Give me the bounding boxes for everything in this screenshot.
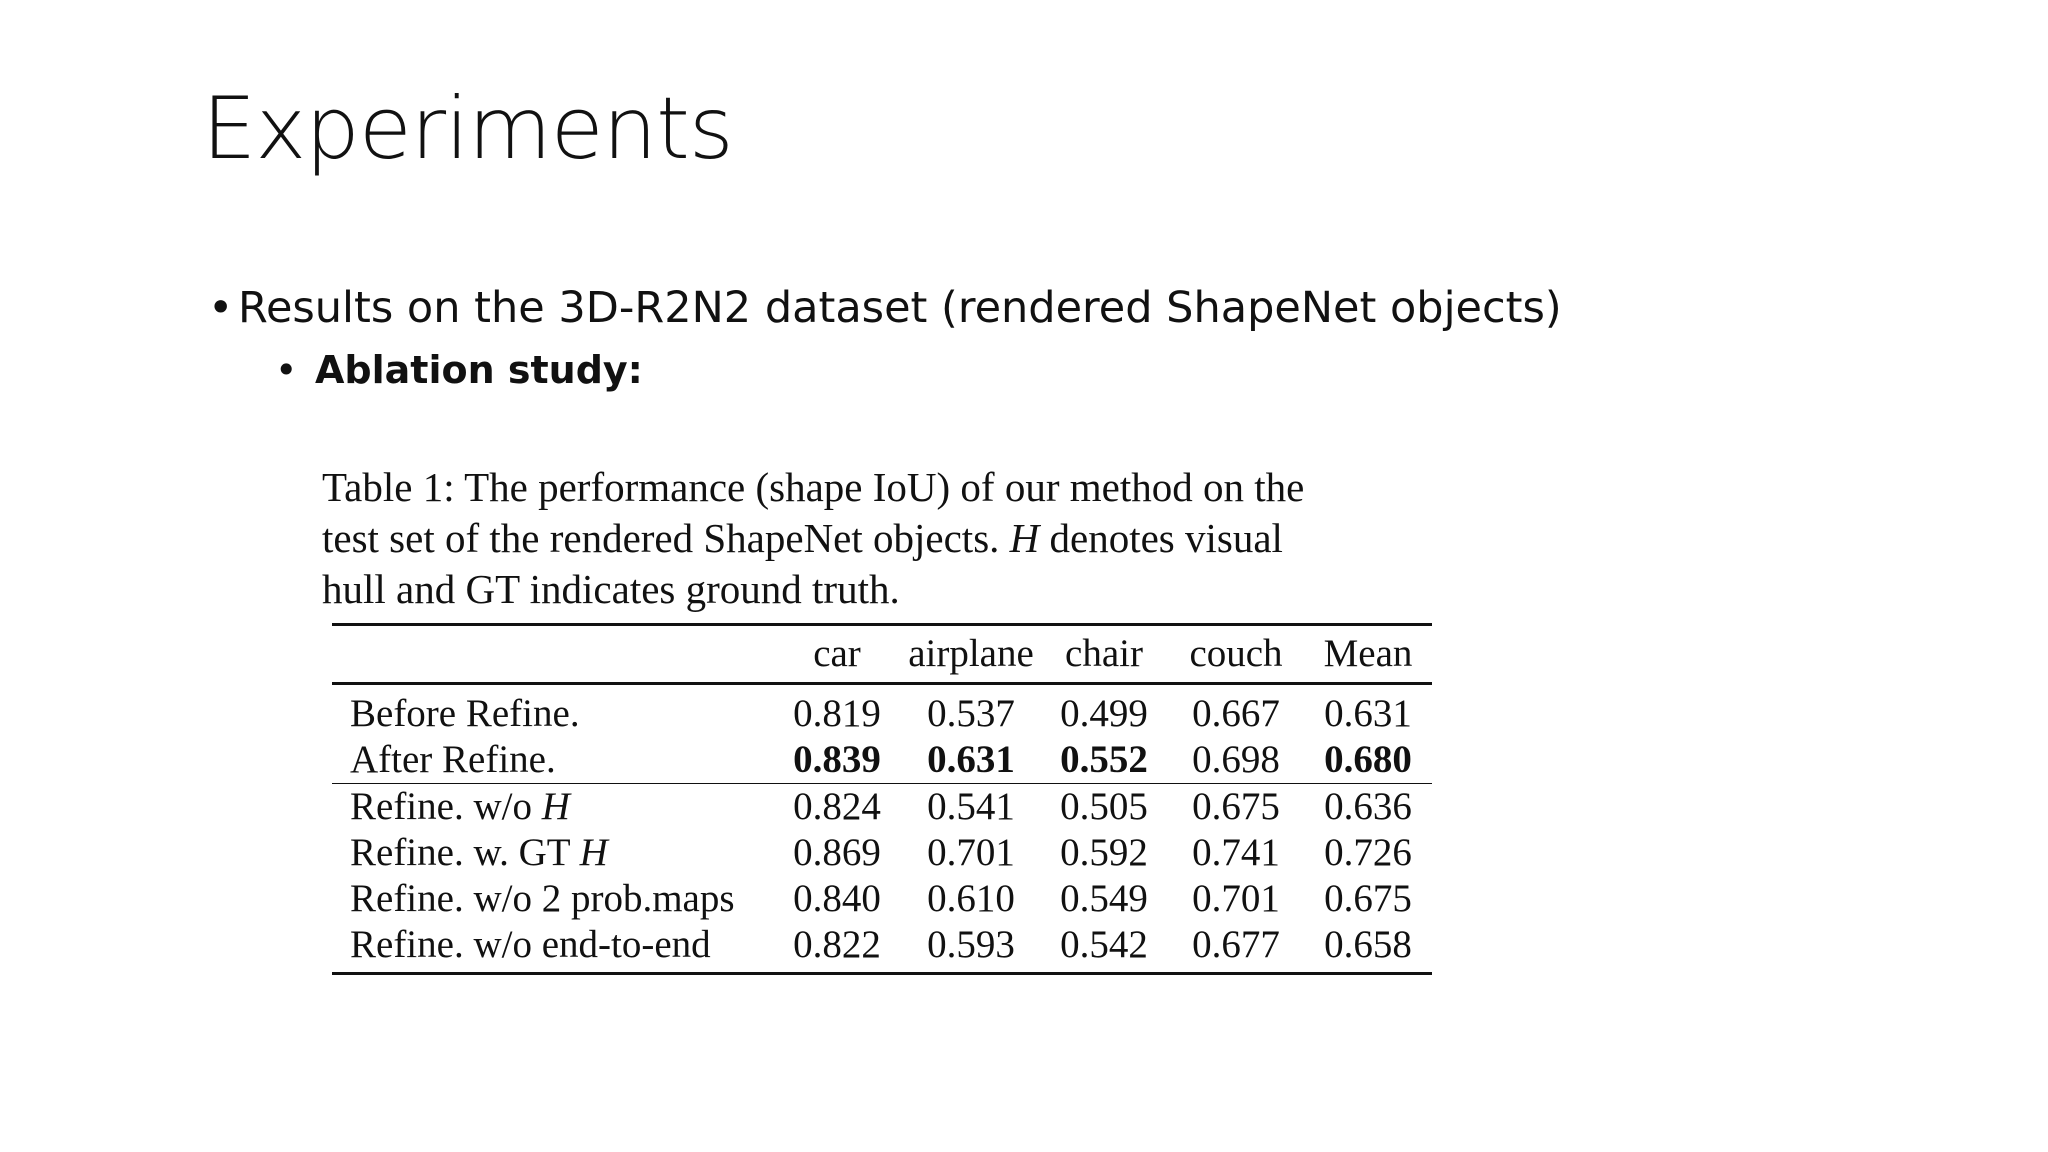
row-method: Before Refine. — [350, 692, 580, 735]
cell-couch: 0.741 — [1192, 831, 1280, 874]
cell-airplane: 0.537 — [927, 692, 1015, 735]
cell-car: 0.822 — [793, 923, 881, 966]
header-cell-method — [332, 625, 772, 684]
row-method — [332, 784, 772, 831]
header-cell-couch: couch — [1189, 632, 1283, 675]
table-row — [332, 922, 1432, 974]
table-caption — [322, 462, 1442, 615]
header-cell-airplane: airplane — [908, 632, 1034, 675]
row-method-text: Refine. w. GT — [350, 831, 580, 874]
cell-chair: 0.592 — [1060, 831, 1148, 874]
caption-line-1: Table 1: The performance (shape IoU) of our method on the — [322, 464, 1305, 510]
bullet-ablation-text: Ablation study: — [315, 348, 643, 392]
cell-car: 0.840 — [793, 877, 881, 920]
bullet-ablation — [275, 346, 643, 394]
cell-mean: 0.680 — [1324, 738, 1412, 781]
bullet-dot-icon: • — [208, 283, 234, 333]
header-cell-car: car — [813, 632, 861, 675]
slide-title: Experiments — [202, 79, 733, 179]
caption-line-2-text: test set of the rendered ShapeNet objects. — [322, 515, 1010, 561]
cell-couch: 0.667 — [1192, 692, 1280, 735]
cell-airplane: 0.631 — [927, 738, 1015, 781]
row-method-text: Refine. w/o — [350, 785, 542, 828]
cell-chair: 0.499 — [1060, 692, 1148, 735]
visual-hull-symbol: H — [579, 831, 608, 874]
results-table — [332, 623, 1432, 975]
row-method: After Refine. — [350, 738, 556, 781]
bullet-dot-icon: • — [275, 348, 298, 392]
row-method: Refine. w/o end-to-end — [350, 923, 711, 966]
row-method: Refine. w/o 2 prob.maps — [350, 877, 735, 920]
cell-car: 0.819 — [793, 692, 881, 735]
cell-chair: 0.549 — [1060, 877, 1148, 920]
row-method — [332, 830, 772, 876]
table-row — [332, 830, 1432, 876]
table-header-row — [332, 625, 1432, 684]
cell-mean: 0.726 — [1324, 831, 1412, 874]
cell-airplane: 0.610 — [927, 877, 1015, 920]
cell-mean: 0.675 — [1324, 877, 1412, 920]
cell-mean: 0.658 — [1324, 923, 1412, 966]
table-row — [332, 784, 1432, 831]
table-row — [332, 737, 1432, 784]
cell-couch: 0.701 — [1192, 877, 1280, 920]
cell-couch: 0.675 — [1192, 785, 1280, 828]
bullet-results-text: Results on the 3D-R2N2 dataset (rendered ShapeNet objects) — [238, 283, 1562, 333]
table-row — [332, 876, 1432, 922]
cell-chair: 0.552 — [1060, 738, 1148, 781]
cell-chair: 0.505 — [1060, 785, 1148, 828]
caption-visual-hull-symbol: H — [1009, 515, 1040, 561]
table-group-ablation — [332, 784, 1432, 974]
visual-hull-symbol: H — [541, 785, 570, 828]
table-figure — [322, 462, 1442, 975]
header-cell-mean: Mean — [1323, 632, 1413, 675]
table-group-refine — [332, 684, 1432, 784]
cell-couch: 0.677 — [1192, 923, 1280, 966]
caption-line-3: hull and GT indicates ground truth. — [322, 566, 900, 612]
cell-airplane: 0.541 — [927, 785, 1015, 828]
caption-line-2 — [322, 513, 1442, 564]
cell-mean: 0.636 — [1324, 785, 1412, 828]
cell-car: 0.869 — [793, 831, 881, 874]
cell-car: 0.839 — [793, 738, 881, 781]
bullet-results — [208, 282, 1562, 334]
cell-airplane: 0.701 — [927, 831, 1015, 874]
header-cell-chair: chair — [1065, 632, 1143, 675]
table-row — [332, 684, 1432, 738]
cell-chair: 0.542 — [1060, 923, 1148, 966]
cell-mean: 0.631 — [1324, 692, 1412, 735]
cell-car: 0.824 — [793, 785, 881, 828]
cell-couch: 0.698 — [1192, 738, 1280, 781]
cell-airplane: 0.593 — [927, 923, 1015, 966]
caption-line-2-tail: denotes visual — [1039, 515, 1283, 561]
